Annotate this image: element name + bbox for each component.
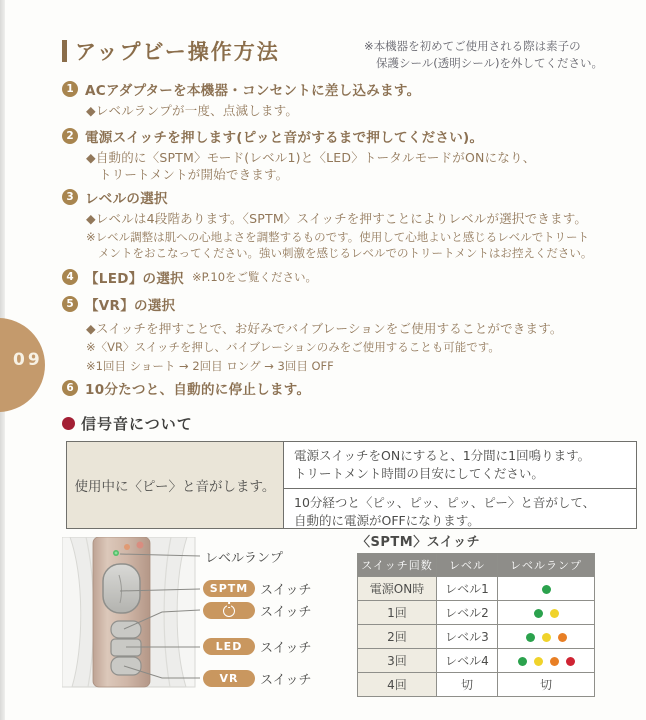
level-lamp-label: レベルランプ: [205, 551, 284, 566]
page-header: [62, 36, 280, 66]
switch-count-cell: 4回: [358, 673, 437, 697]
table-row: [358, 649, 595, 673]
step-subline: ◆自動的に〈SPTM〉モード(レベル1)と〈LED〉トータルモードがONになり、: [86, 150, 536, 165]
column-header: レベル: [437, 554, 498, 577]
device-illustration: [62, 537, 338, 700]
step-note: メントをおこなってください。強い刺激を感じるレベルでのトリートメントはお控えください。: [98, 245, 593, 260]
step-1: [62, 79, 640, 119]
lamp-cell: [498, 577, 595, 601]
signal-table-bottom-cell: [284, 488, 636, 535]
step-4: [62, 267, 640, 287]
lamp-dot-green: [534, 609, 543, 618]
table-row: [358, 625, 595, 649]
step-subline: ◆スイッチを押すことで、お好みでバイブレーションをご使用することができます。: [86, 321, 563, 336]
step-2: [62, 126, 640, 184]
title-accent-bar: [62, 40, 67, 62]
step-number-badge: 1: [62, 81, 78, 97]
table-row: [358, 601, 595, 625]
first-use-note-line1: ※本機器を初めてご使用される際は素子の: [364, 39, 581, 53]
step-number-badge: 6: [62, 380, 78, 396]
step-number-badge: 5: [62, 296, 78, 312]
signal-bottom-line2: 自動的に電源がOFFになります。: [294, 513, 480, 529]
page-number-circle: [0, 318, 45, 412]
step-6: [62, 378, 640, 398]
switch-count-cell: 1回: [358, 601, 437, 625]
power-badge: [203, 602, 255, 619]
step-title: 【VR】の選択: [85, 298, 176, 314]
level-cell: レベル1: [437, 577, 498, 601]
switch-count-cell: 電源ON時: [358, 577, 437, 601]
signal-bottom-line1: 10分経つと〈ピッ、ピッ、ピッ、ピー〉と音がして、: [294, 495, 596, 511]
level-cell: レベル4: [437, 649, 498, 673]
signal-section-title: 信号音について: [81, 415, 193, 433]
sptm-switch-table: [357, 553, 595, 697]
vr-badge: VR: [203, 670, 255, 687]
label-power-switch: [203, 601, 311, 620]
step-note: ※1回目 ショート → 2回目 ロング → 3回目 OFF: [86, 358, 334, 373]
level-cell: レベル2: [437, 601, 498, 625]
signal-table: [66, 441, 637, 529]
column-header: スイッチ回数: [358, 554, 437, 577]
led-badge: LED: [203, 638, 255, 655]
lamp-cell: [498, 601, 595, 625]
page-title: アップビー操作方法: [75, 40, 280, 64]
lamp-dot-orange: [558, 633, 567, 642]
step-title: 電源スイッチを押します(ピッと音がするまで押してください)。: [85, 130, 484, 146]
switch-count-cell: 2回: [358, 625, 437, 649]
lamp-cell: [498, 625, 595, 649]
signal-top-line1: 電源スイッチをONにすると、1分間に1回鳴ります。: [294, 448, 591, 463]
first-use-note-line2: 保護シール(透明シール)を外してください。: [376, 55, 604, 70]
label-vr-switch: [203, 669, 311, 688]
step-number-badge: 2: [62, 128, 78, 144]
signal-table-top-cell: [284, 442, 636, 488]
bullet-icon: [62, 417, 75, 430]
table-row: [358, 577, 595, 601]
step-note: ※〈VR〉スイッチを押し、バイブレーションのみをご使用することも可能です。: [86, 340, 500, 355]
signal-section-heading: [62, 413, 193, 434]
lamp-dot-yellow: [534, 657, 543, 666]
switch-label: スイッチ: [260, 641, 312, 656]
step-title: 10分たつと、自動的に停止します。: [85, 382, 311, 398]
switch-count-cell: 3回: [358, 649, 437, 673]
first-use-note: [364, 38, 603, 71]
signal-top-line2: トリートメント時間の目安にしてください。: [294, 466, 544, 482]
sptm-table-title: 〈SPTM〉スイッチ: [357, 535, 481, 550]
level-cell: レベル3: [437, 625, 498, 649]
label-sptm-switch: [203, 579, 311, 598]
lamp-cell: [498, 649, 595, 673]
step-inline-note: ※P.10をご覧ください。: [191, 270, 318, 284]
step-subline: ◆レベルは4段階あります。〈SPTM〉スイッチを押すことによりレベルが選択できます。: [86, 211, 588, 226]
sptm-badge: SPTM: [203, 580, 255, 597]
step-title: 【LED】の選択: [85, 271, 184, 287]
label-level-lamp: [205, 547, 283, 566]
page-number: 09: [13, 350, 43, 370]
step-title: レベルの選択: [85, 191, 168, 207]
lamp-dot-green: [518, 657, 527, 666]
lamp-dot-orange: [550, 657, 559, 666]
switch-label: スイッチ: [260, 605, 312, 620]
step-subline: ◆レベルランプが一度、点滅します。: [86, 103, 299, 118]
table-row: [358, 673, 595, 697]
step-5: [62, 294, 640, 374]
lamp-dot-red: [566, 657, 575, 666]
level-cell: 切: [437, 673, 498, 697]
lamp-dot-green: [526, 633, 535, 642]
lamp-dot-yellow: [542, 633, 551, 642]
step-3: [62, 187, 640, 261]
step-number-badge: 4: [62, 269, 78, 285]
lamp-cell: 切: [498, 673, 595, 697]
signal-table-left-cell: 使用中に〈ピー〉と音がします。: [67, 442, 284, 528]
label-led-switch: [203, 637, 311, 656]
step-title: ACアダプターを本機器・コンセントに差し込みます。: [85, 83, 421, 99]
lamp-dot-green: [542, 585, 551, 594]
switch-label: スイッチ: [260, 673, 312, 688]
step-number-badge: 3: [62, 189, 78, 205]
column-header: レベルランプ: [498, 554, 595, 577]
step-note: ※レベル調整は肌への心地よさを調整するものです。使用して心地よいと感じるレベルでトリート: [86, 230, 589, 245]
lamp-dot-yellow: [550, 609, 559, 618]
power-icon: [223, 605, 235, 617]
step-subline: トリートメントが開始できます。: [99, 167, 289, 183]
switch-label: スイッチ: [260, 583, 312, 598]
